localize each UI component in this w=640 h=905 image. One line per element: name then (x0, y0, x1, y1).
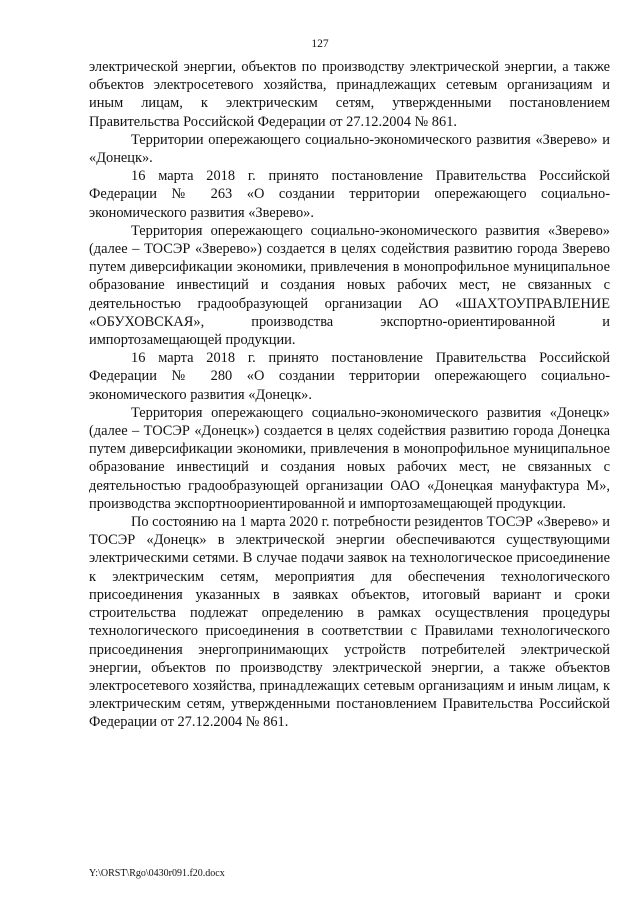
paragraph-tosed-donetsk: Территория опережающего социально-экономического развития «Донецк» (далее – ТОСЭР «Донецк») создается в целях содействия развитию города Донецка путем диверсификации экономики, привлечения в монопрофильное муниципальное образование инвестиций и создания новых рабочих мест, не связанных с деятельностью градообразующей организации ОАО «Донецкая мануфактура М», производства экспортноориентированной и импортозамещающей продукции. (89, 404, 610, 512)
footer-file-path: Y:\ORST\Rgo\0430r091.f20.docx (89, 868, 225, 879)
paragraph-status-march-2020: По состоянию на 1 марта 2020 г. потребности резидентов ТОСЭР «Зверево» и ТОСЭР «Донецк» в электрической энергии обеспечиваются существующими электрическими сетями. В случае подачи заявок на технологическое присоединение к электрическим сетям, мероприятия для обеспечения технологического присоединения указанных в заявках объектов, итоговый вариант и сроки строительства подлежат определению в рамках осуществления процедуры технологического присоединения в соответствии с Правилами технологического присоединения энергопринимающих устройств потребителей электрической энергии, объектов по производству электрической энергии, а также объектов электросетевого хозяйства, принадлежащих сетевым организациям и иным лицам, к электрическим сетям, утвержденными постановлением Правительства Российской Федерации от 27.12.2004 № 861. (89, 514, 610, 731)
page-number: 127 (311, 38, 329, 50)
paragraph-decree-280: 16 марта 2018 г. принято постановление Правительства Российской Федерации № 280 «О создании территории опережающего социально-экономического развития «Донецк». (89, 350, 610, 403)
paragraph-decree-263: 16 марта 2018 г. принято постановление Правительства Российской Федерации № 263 «О создании территории опережающего социально-экономического развития «Зверево». (89, 168, 610, 221)
paragraph-continuation: электрической энергии, объектов по производству электрической энергии, а также объектов электросетевого хозяйства, принадлежащих сетевым организациям и иным лицам, к электрическим сетям, утвержденными постановлением Правительства Российской Федерации от 27.12.2004 № 861. (89, 59, 610, 130)
paragraph-heading-territories: Территории опережающего социально-экономического развития «Зверево» и «Донецк». (89, 131, 610, 167)
document-body (89, 58, 610, 732)
paragraph-tosed-zverevo: Территория опережающего социально-экономического развития «Зверево» (далее – ТОСЭР «Зверево») создается в целях содействия развитию города Зверево путем диверсификации экономики, привлечения в монопрофильное муниципальное образование инвестиций и создания новых рабочих мест, не связанных с деятельностью градообразующей организации АО «ШАХТОУПРАВЛЕНИЕ «ОБУХОВСКАЯ», производства экспортно-ориентированной и импортозамещающей продукции. (89, 222, 610, 349)
